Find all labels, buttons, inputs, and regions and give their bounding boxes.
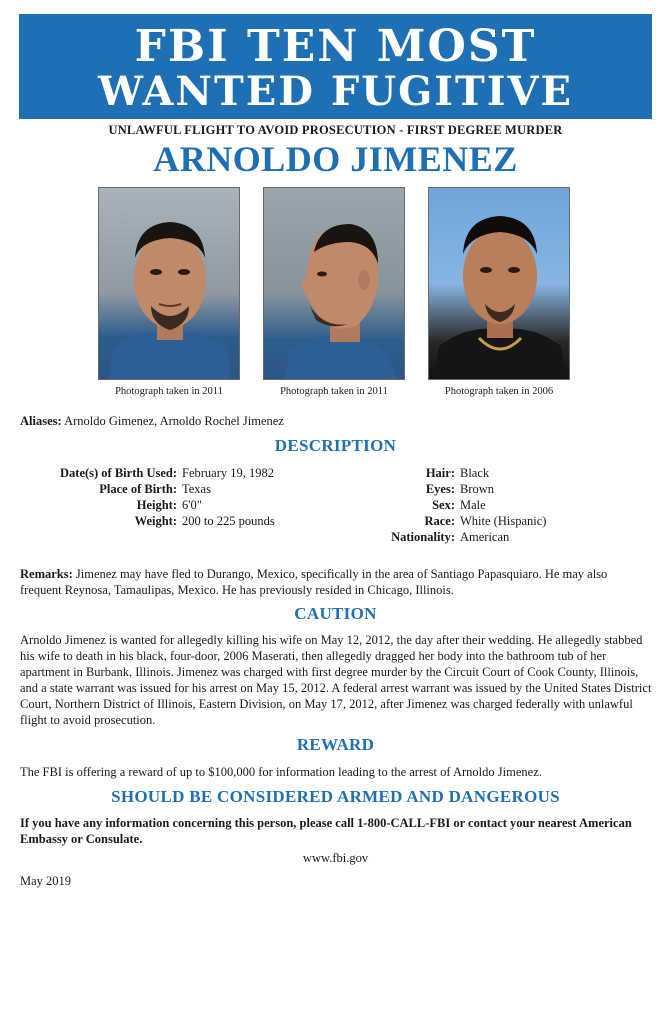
description-row	[20, 465, 275, 481]
header-banner	[19, 14, 652, 119]
field-label: Weight:	[134, 514, 177, 528]
description-heading: DESCRIPTION	[274, 436, 397, 455]
field-value: 200 to 225 pounds	[182, 514, 275, 528]
charge-line: UNLAWFUL FLIGHT TO AVOID PROSECUTION - FIRST DEGREE MURDER	[108, 123, 563, 137]
description-row	[350, 481, 546, 497]
banner-title-line2: WANTED FUGITIVE	[98, 68, 573, 115]
field-value: 6'0"	[182, 498, 202, 512]
description-row	[20, 497, 275, 513]
description-row	[350, 497, 546, 513]
description-row	[20, 513, 275, 529]
fbi-website-link[interactable]: www.fbi.gov	[302, 851, 369, 865]
field-label: Nationality:	[391, 530, 455, 544]
field-value: February 19, 1982	[182, 466, 274, 480]
photo-frontal-2011	[98, 187, 240, 380]
aliases	[20, 414, 284, 429]
description-row	[350, 529, 546, 545]
description-row	[20, 481, 275, 497]
photo-caption-2: Photograph taken in 2011	[280, 386, 388, 397]
description-right-column	[350, 465, 546, 545]
photo-profile-2011	[263, 187, 405, 380]
field-label: Height:	[136, 498, 177, 512]
field-value: Brown	[460, 482, 495, 496]
banner-title-line1: FBI TEN MOST	[134, 21, 537, 72]
publish-date: May 2019	[20, 874, 72, 888]
caution-heading: CAUTION	[294, 604, 377, 623]
field-value: Black	[460, 466, 490, 480]
field-label: Eyes:	[425, 482, 455, 496]
contact-info: If you have any information concerning this person, please call 1-800-CALL-FBI or contact your nearest American Embassy or Consulate.	[20, 816, 632, 846]
field-label: Hair:	[425, 466, 455, 480]
description-row	[350, 513, 546, 529]
armed-dangerous-heading: SHOULD BE CONSIDERED ARMED AND DANGEROUS	[111, 787, 560, 806]
field-value: Texas	[182, 482, 211, 496]
remarks	[20, 566, 652, 598]
reward-text: The FBI is offering a reward of up to $100,000 for information leading to the arrest of Arnoldo Jimenez.	[20, 765, 542, 779]
field-value: American	[460, 530, 510, 544]
photo-frontal-2006	[428, 187, 570, 380]
aliases-value: Arnoldo Gimenez, Arnoldo Rochel Jimenez	[64, 414, 284, 428]
field-label: Race:	[424, 514, 455, 528]
field-value: Male	[460, 498, 486, 512]
photo-caption-3: Photograph taken in 2006	[444, 386, 554, 397]
field-value: White (Hispanic)	[460, 514, 547, 528]
photo-caption-1: Photograph taken in 2011	[115, 386, 223, 397]
remarks-text: Jimenez may have fled to Durango, Mexico, specifically in the area of Santiago Papasquiaro. He may also frequent Reynosa, Tamaulipas, Mexico. He has previously resided in Chicago, Illinois.	[20, 567, 608, 597]
field-label: Date(s) of Birth Used:	[60, 466, 177, 480]
field-label: Place of Birth:	[99, 482, 177, 496]
aliases-label: Aliases:	[20, 414, 62, 428]
remarks-label: Remarks:	[20, 567, 73, 581]
description-row	[350, 465, 546, 481]
reward-heading: REWARD	[296, 735, 375, 754]
fugitive-name: ARNOLDO JIMENEZ	[153, 139, 518, 179]
description-left-column	[20, 465, 275, 529]
field-label: Sex:	[432, 498, 455, 512]
caution-text: Arnoldo Jimenez is wanted for allegedly killing his wife on May 12, 2012, the day after their wedding. He allegedly stabbed his wife to death in his black, four-door, 2006 Maserati, then allegedly dragged her body into the bathroom tub of her apartment in Burbank, Illinois. Jimenez was charged with first degree murder by the Circuit Court of Cook County, Illinois, and a state warrant was issued for his arrest on May 15, 2012. A federal arrest warrant was issued by the United States District Court, Northern District of Illinois, Eastern Division, on May 17, 2012, after Jimenez was charged federally with unlawful flight to avoid prosecution.	[20, 633, 652, 727]
